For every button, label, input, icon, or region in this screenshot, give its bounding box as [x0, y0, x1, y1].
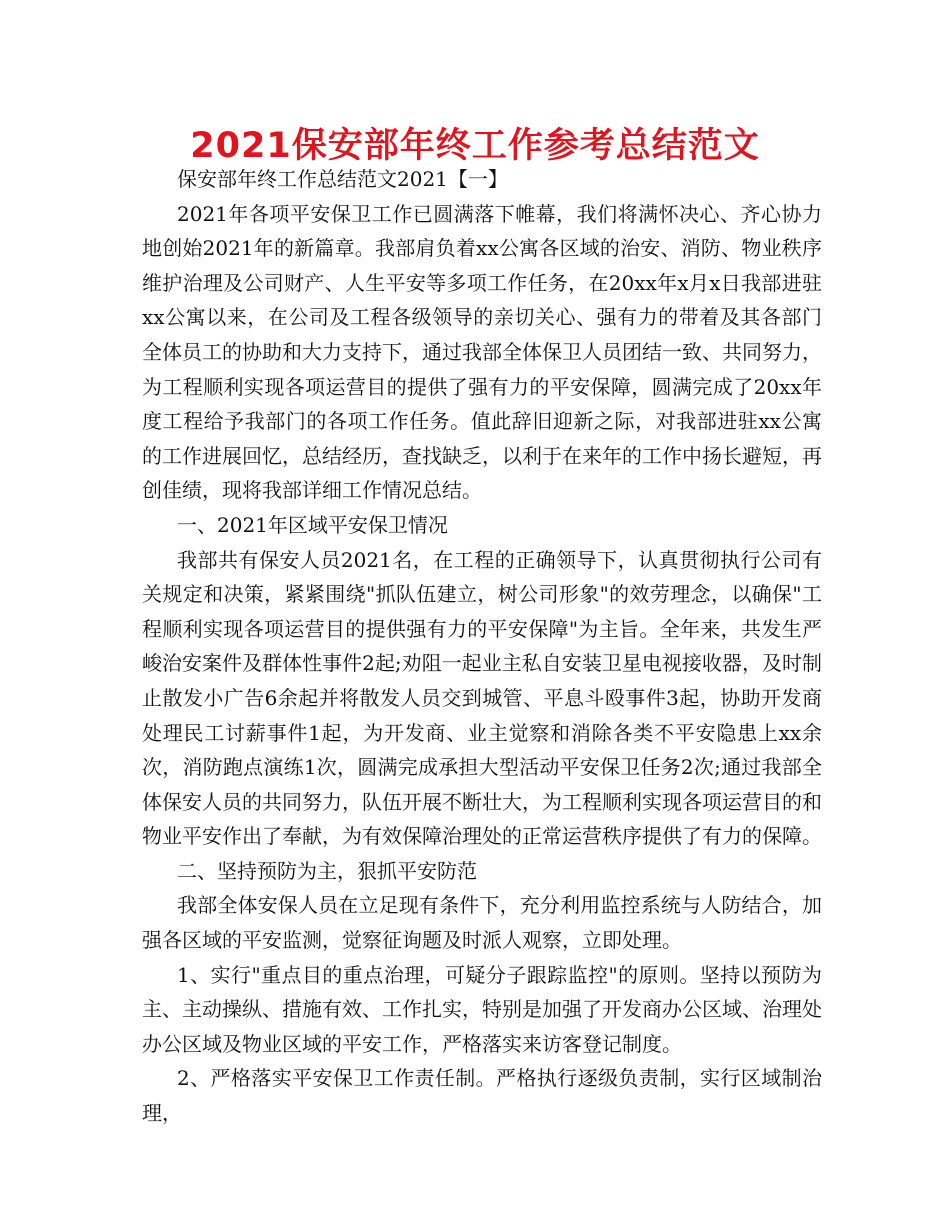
document-title: 2021保安部年终工作参考总结范文	[190, 126, 760, 166]
paragraph-section-1: 我部共有保安人员2021名，在工程的正确领导下，认真贯彻执行公司有关规定和决策，紧紧围绕"抓队伍建立，树公司形象"的效劳理念，以确保"工程顺利实现各项运营目的提供强有力的平安保障"为主旨。全年来，共发生严峻治安案件及群体性事件2起;劝阻一起业主私自安装卫星电视接收器，及时制止散发小广告6余起并将散发人员交到城管、平息斗殴事件3起，协助开发商处理民工讨薪事件1起，为开发商、业主觉察和消除各类不平安隐患上xx余次，消防跑点演练1次，圆满完成承担大型活动平安保卫任务2次;通过我部全体保安人员的共同努力，队伍开展不断壮大，为工程顺利实现各项运营目的和物业平安作出了奉献，为有效保障治理处的正常运营秩序提供了有力的保障。	[142, 547, 822, 849]
paragraph-item-1: 1、实行"重点目的重点治理，可疑分子跟踪监控"的原则。坚持以预防为主、主动操纵、措施有效、工作扎实，特别是加强了开发商办公区域、治理处办公区域及物业区域的平安工作，严格落实来访客登记制度。	[142, 962, 822, 1056]
paragraph-item-2: 2、严格落实平安保卫工作责任制。严格执行逐级负责制，实行区域制治理，	[142, 1066, 822, 1126]
paragraph-intro: 2021年各项平安保卫工作已圆满落下帷幕，我们将满怀决心、齐心协力地创始2021年的新篇章。我部肩负着xx公寓各区域的治安、消防、物业秩序维护治理及公司财产、人生平安等多项工作任务，在20xx年x月x日我部进驻xx公寓以来，在公司及工程各级领导的亲切关心、强有力的带着及其各部门全体员工的协助和大力支持下，通过我部全体保卫人员团结一致、共同努力，为工程顺利实现各项运营目的提供了强有力的平安保障，圆满完成了20xx年度工程给予我部门的各项工作任务。值此辞旧迎新之际，对我部进驻xx公寓的工作进展回忆，总结经历，查找缺乏，以利于在来年的工作中扬长避短，再创佳绩，现将我部详细工作情况总结。	[142, 201, 822, 503]
paragraph-section-2: 我部全体安保人员在立足现有条件下，充分利用监控系统与人防结合，加强各区域的平安监测，觉察征询题及时派人观察，立即处理。	[142, 893, 822, 953]
document-body	[142, 162, 822, 1131]
section-heading-2: 二、坚持预防为主，狠抓平安防范	[177, 858, 477, 883]
paragraph-subtitle: 保安部年终工作总结范文2021【一】	[177, 167, 508, 191]
section-heading-1: 一、2021年区域平安保卫情况	[177, 512, 448, 537]
